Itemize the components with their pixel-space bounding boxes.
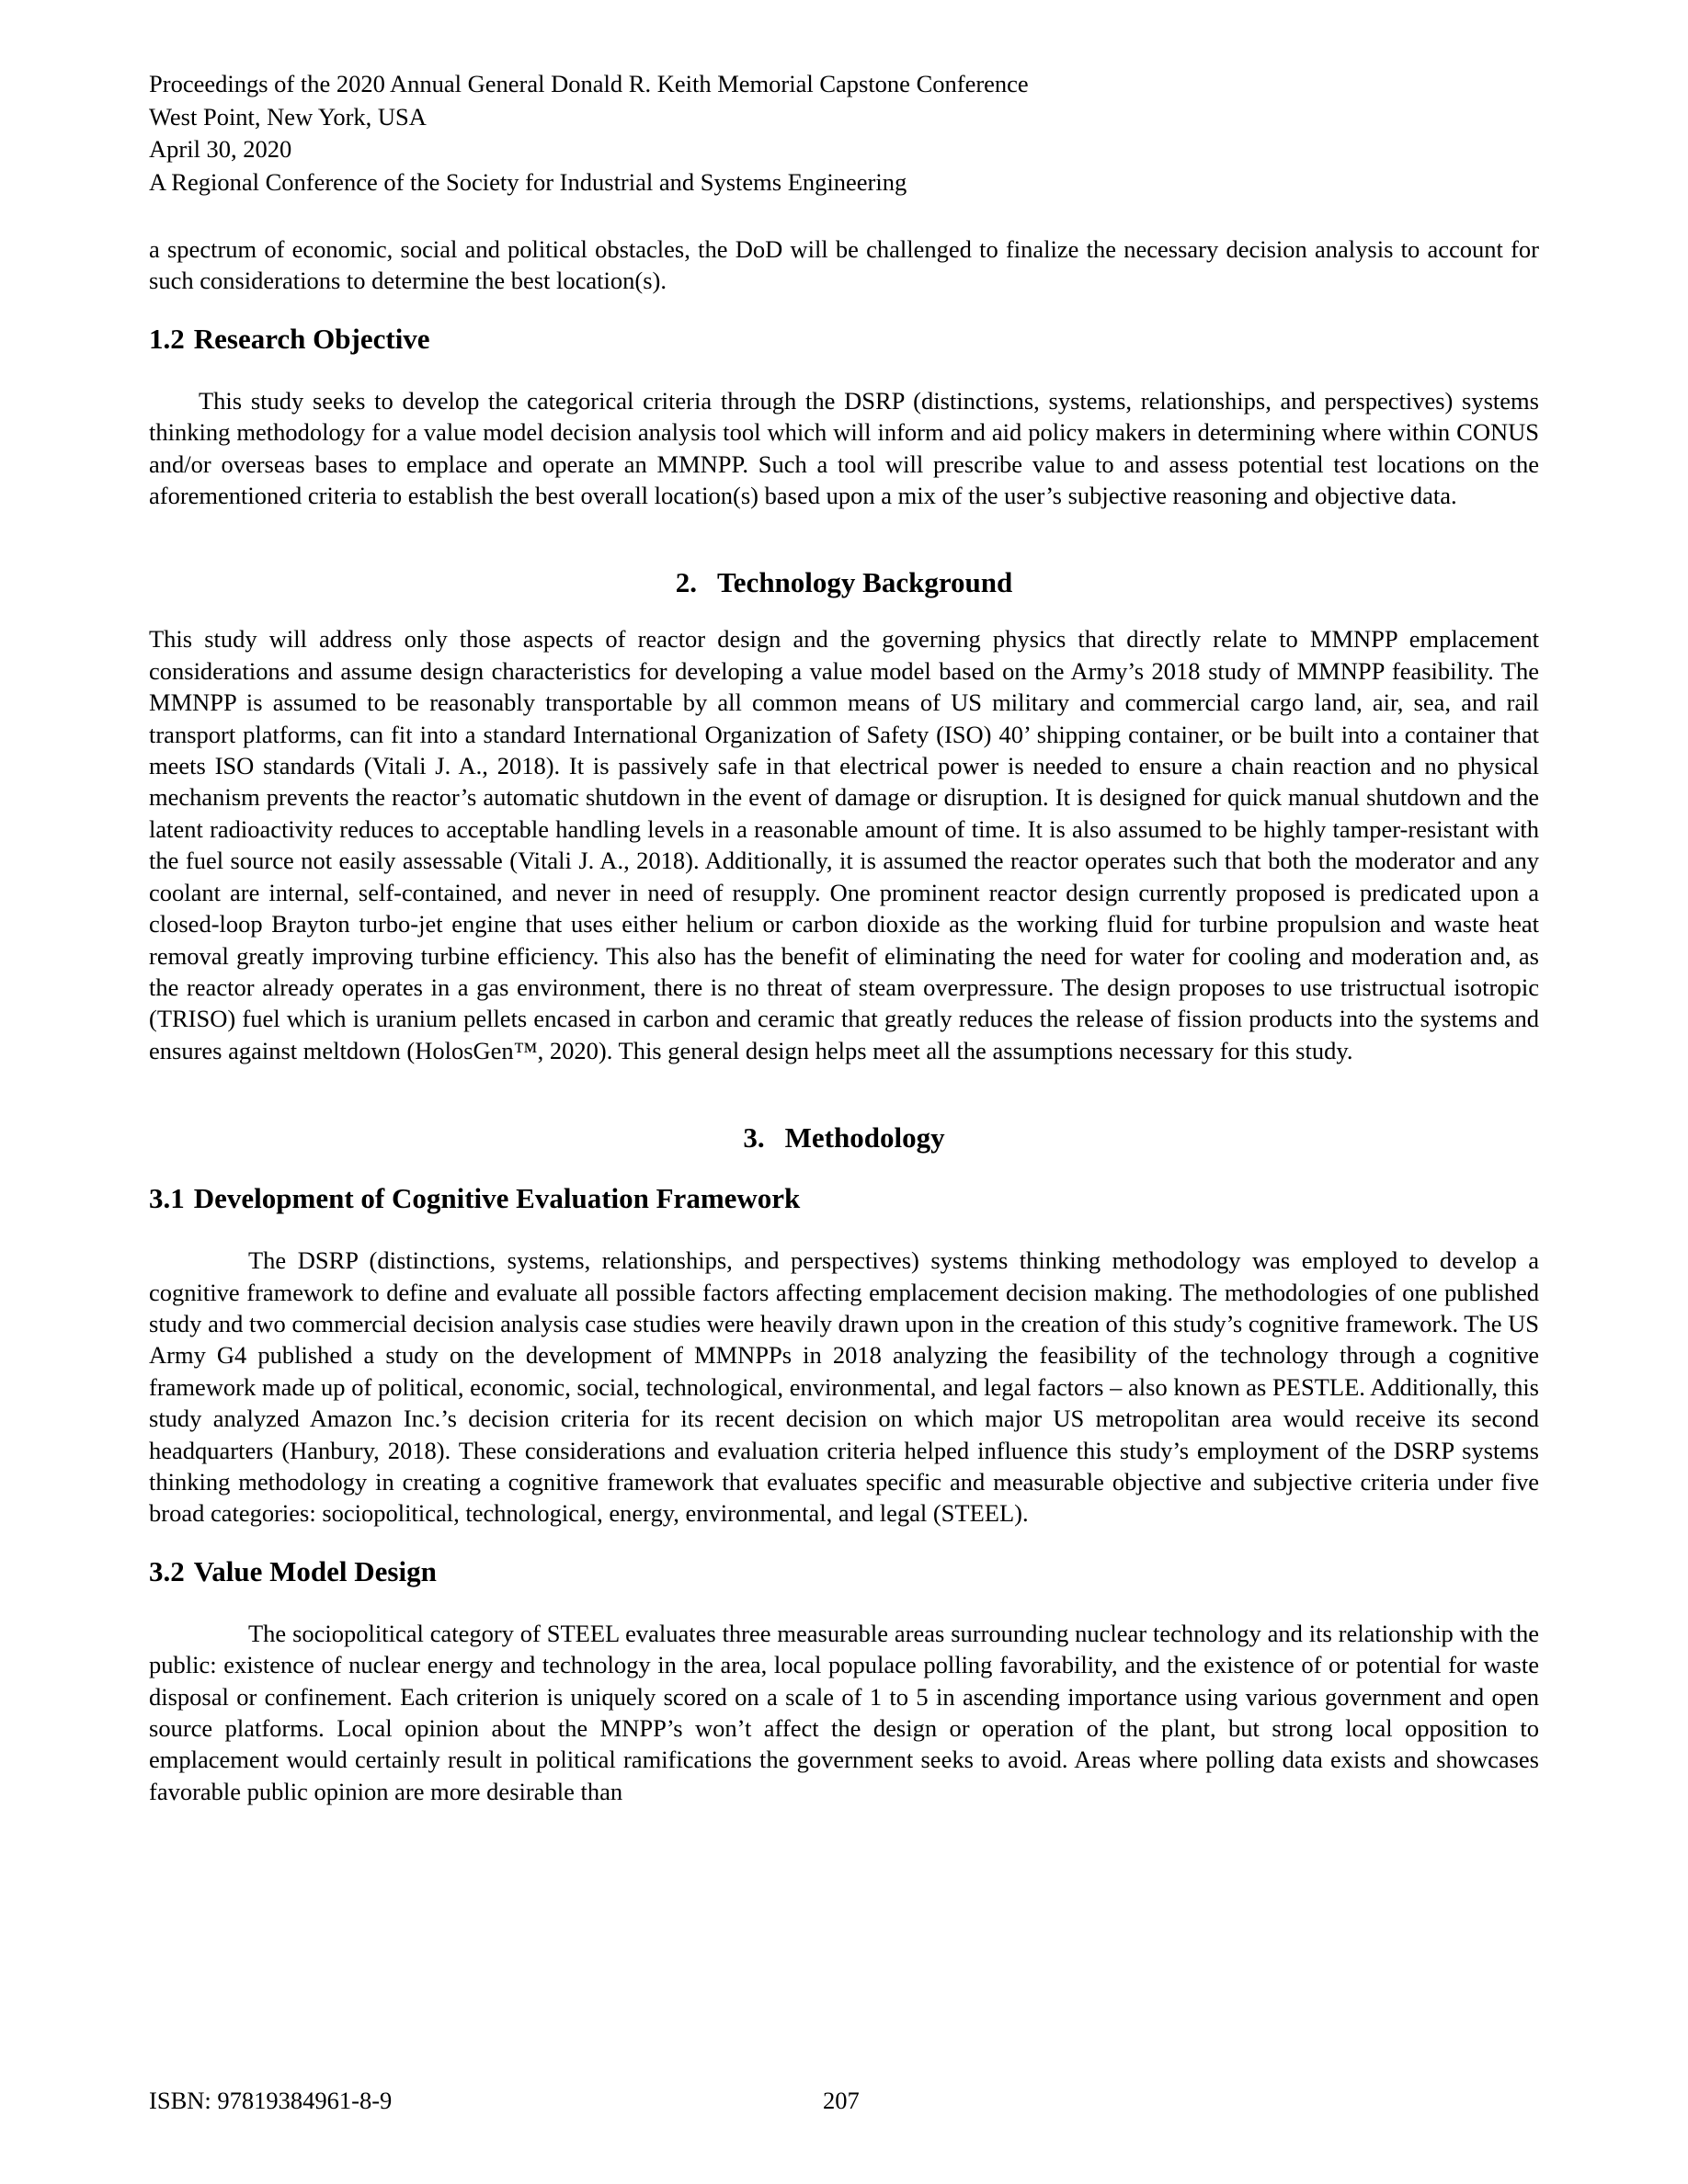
cognitive-framework-paragraph: The DSRP (distinctions, systems, relationships, and perspectives) systems thinking methodology was employed to develop a cognitive framework to define and evaluate all possible factors affecting emplacement decision making. The methodologies of one published study and two commercial decision analysis case studies were heavily drawn upon in the creation of this study’s cognitive framework. The US Army G4 published a study on the development of MMNPPs in 2018 analyzing the feasibility of the technology through a cognitive framework made up of political, economic, social, technological, environmental, and legal factors – also known as PESTLE. Additionally, this study analyzed Amazon Inc.’s decision criteria for its recent decision on which major US metropolitan area would receive its second headquarters (Hanbury, 2018). These considerations and evaluation criteria helped influence this study’s employment of the DSRP systems thinking methodology in creating a cognitive framework that evaluates specific and measurable objective and subjective criteria under five broad categories: sociopolitical, technological, energy, environmental, and legal (STEEL). [149,1246,1539,1528]
section-title: Methodology [784,1121,945,1155]
section-title: Research Objective [193,322,430,355]
isbn-text: ISBN: 97819384961-8-9 [149,2087,393,2114]
intro-continuation-paragraph: a spectrum of economic, social and political obstacles, the DoD will be challenged to finalize the necessary decision analysis to account for such considerations to determine the best location(s). [149,235,1539,295]
section-3-1-heading [149,1180,1539,1217]
section-title: Development of Cognitive Evaluation Framework [193,1182,801,1215]
header-line-3: April 30, 2020 [149,135,292,163]
section-number: 3.2 [149,1554,185,1587]
section-1-2-heading [149,321,1539,358]
section-number: 1.2 [149,322,185,355]
value-model-design-paragraph: The sociopolitical category of STEEL evaluates three measurable areas surrounding nuclear technology and its relationship with the public: existence of nuclear energy and technology in the area, local populace polling favorability, and the existence of or potential for waste disposal or confinement. Each criterion is uniquely scored on a scale of 1 to 5 in ascending importance using various government and open source platforms. Local opinion about the MNPP’s won’t affect the design or operation of the plant, but strong local opposition to emplacement would certainly result in political ramifications the government seeks to avoid. Areas where polling data exists and showcases favorable public opinion are more desirable than [149,1619,1539,1805]
header-line-1: Proceedings of the 2020 Annual General Donald R. Keith Memorial Capstone Conference [149,70,1029,97]
section-3-heading [149,1120,1539,1156]
section-2-heading [149,564,1539,601]
section-number: 3. [743,1121,765,1155]
conference-header [149,68,1539,199]
section-title: Technology Background [716,566,1013,599]
header-line-2: West Point, New York, USA [149,102,427,131]
header-line-4: A Regional Conference of the Society for Industrial and Systems Engineering [149,167,907,196]
section-number: 2. [675,566,697,599]
section-3-2-heading [149,1553,1539,1590]
page-number: 207 [823,2087,860,2114]
section-title: Value Model Design [193,1554,437,1587]
paper-page [149,68,1539,1807]
section-number: 3.1 [149,1182,185,1215]
research-objective-paragraph: This study seeks to develop the categorical criteria through the DSRP (distinctions, systems, relationships, and perspectives) systems thinking methodology for a value model decision analysis tool which will inform and aid policy makers in determining where within CONUS and/or overseas bases to emplace and operate an MMNPP. Such a tool will prescribe value to and assess potential test locations on the aforementioned criteria to establish the best overall location(s) based upon a mix of the user’s subjective reasoning and objective data. [149,386,1539,510]
technology-background-paragraph: This study will address only those aspects of reactor design and the governing physics that directly relate to MMNPP emplacement considerations and assume design characteristics for developing a value model based on the Army’s 2018 study of MMNPP feasibility. The MMNPP is assumed to be reasonably transportable by all common means of US military and commercial cargo land, air, sea, and rail transport platforms, can fit into a standard International Organization of Safety (ISO) 40’ shipping container, or be built into a container that meets ISO standards (Vitali J. A., 2018). It is passively safe in that electrical power is needed to ensure a chain reaction and no physical mechanism prevents the reactor’s automatic shutdown in the event of damage or disruption. It is designed for quick manual shutdown and the latent radioactivity reduces to acceptable handling levels in a reasonable amount of time. It is also assumed to be highly tamper-resistant with the fuel source not easily assessable (Vitali J. A., 2018). Additionally, it is assumed the reactor operates such that both the moderator and any coolant are internal, self-contained, and never in need of resupply. One prominent reactor design currently proposed is predicated upon a closed-loop Brayton turbo-jet engine that uses either helium or carbon dioxide as the working fluid for turbine propulsion and waste heat removal greatly improving turbine efficiency. This also has the benefit of eliminating the need for water for cooling and moderation and, as the reactor already operates in a gas environment, there is no threat of steam overpressure. The design proposes to use tristructual isotropic (TRISO) fuel which is uranium pellets encased in carbon and ceramic that greatly reduces the release of fission products into the systems and ensures against meltdown (HolosGen™, 2020). This general design helps meet all the assumptions necessary for this study. [149,625,1539,1064]
